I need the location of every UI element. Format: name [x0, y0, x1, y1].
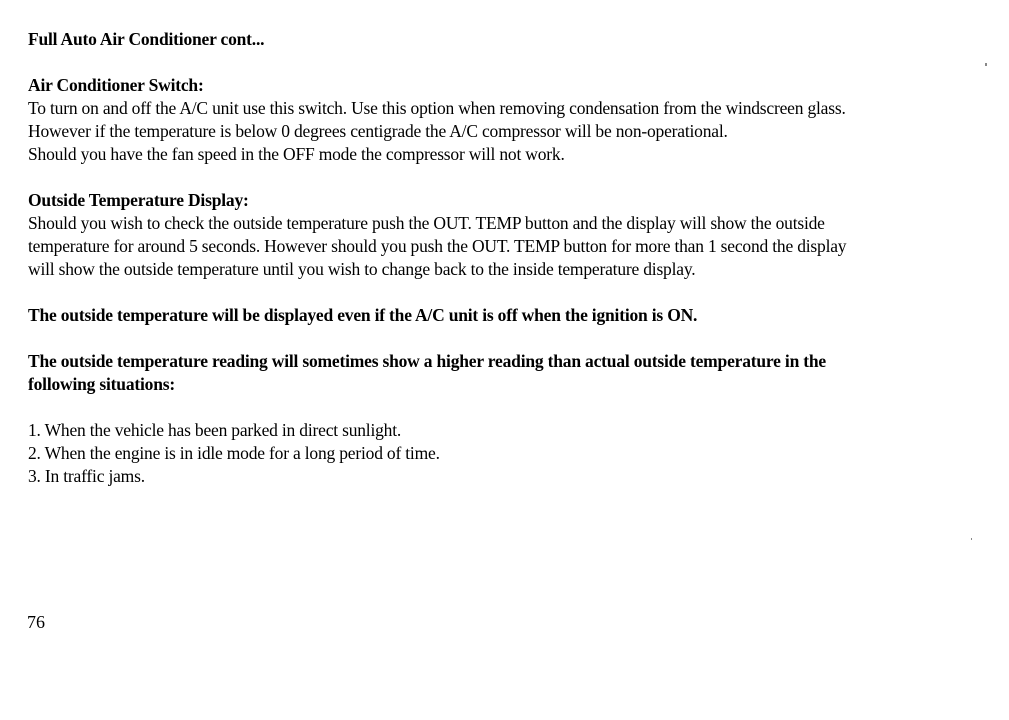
- ac-switch-line: To turn on and off the A/C unit use this switch. Use this option when removing condensation from the windscreen glass.: [28, 98, 846, 118]
- scan-speck: [985, 63, 987, 66]
- manual-page: [28, 28, 983, 488]
- outside-temp-line: will show the outside temperature until you wish to change back to the inside temperature display.: [28, 259, 696, 279]
- list-item: 3. In traffic jams.: [28, 466, 145, 486]
- ac-switch-section: [28, 74, 983, 166]
- ac-switch-heading: Air Conditioner Switch:: [28, 75, 204, 95]
- outside-temp-line: temperature for around 5 seconds. However should you push the OUT. TEMP button for more than 1 second the display: [28, 236, 847, 256]
- ac-switch-line: However if the temperature is below 0 degrees centigrade the A/C compressor will be non-operational.: [28, 121, 728, 141]
- list-item: 2. When the engine is in idle mode for a long period of time.: [28, 443, 440, 463]
- situations-list: [28, 419, 983, 488]
- higher-reading-line: The outside temperature reading will sometimes show a higher reading than actual outside temperature in the: [28, 351, 826, 371]
- ac-switch-line: Should you have the fan speed in the OFF mode the compressor will not work.: [28, 144, 565, 164]
- higher-reading-note: [28, 350, 983, 396]
- ignition-note: The outside temperature will be displayed even if the A/C unit is off when the ignition is ON.: [28, 305, 698, 325]
- outside-temp-heading: Outside Temperature Display:: [28, 190, 249, 210]
- outside-temp-section: [28, 189, 983, 281]
- higher-reading-line: following situations:: [28, 374, 176, 394]
- list-item: 1. When the vehicle has been parked in direct sunlight.: [28, 420, 402, 440]
- page-title: Full Auto Air Conditioner cont...: [28, 29, 265, 49]
- outside-temp-line: Should you wish to check the outside temperature push the OUT. TEMP button and the display will show the outside: [28, 213, 825, 233]
- scan-speck: [971, 538, 972, 540]
- page-number: 76: [27, 612, 45, 632]
